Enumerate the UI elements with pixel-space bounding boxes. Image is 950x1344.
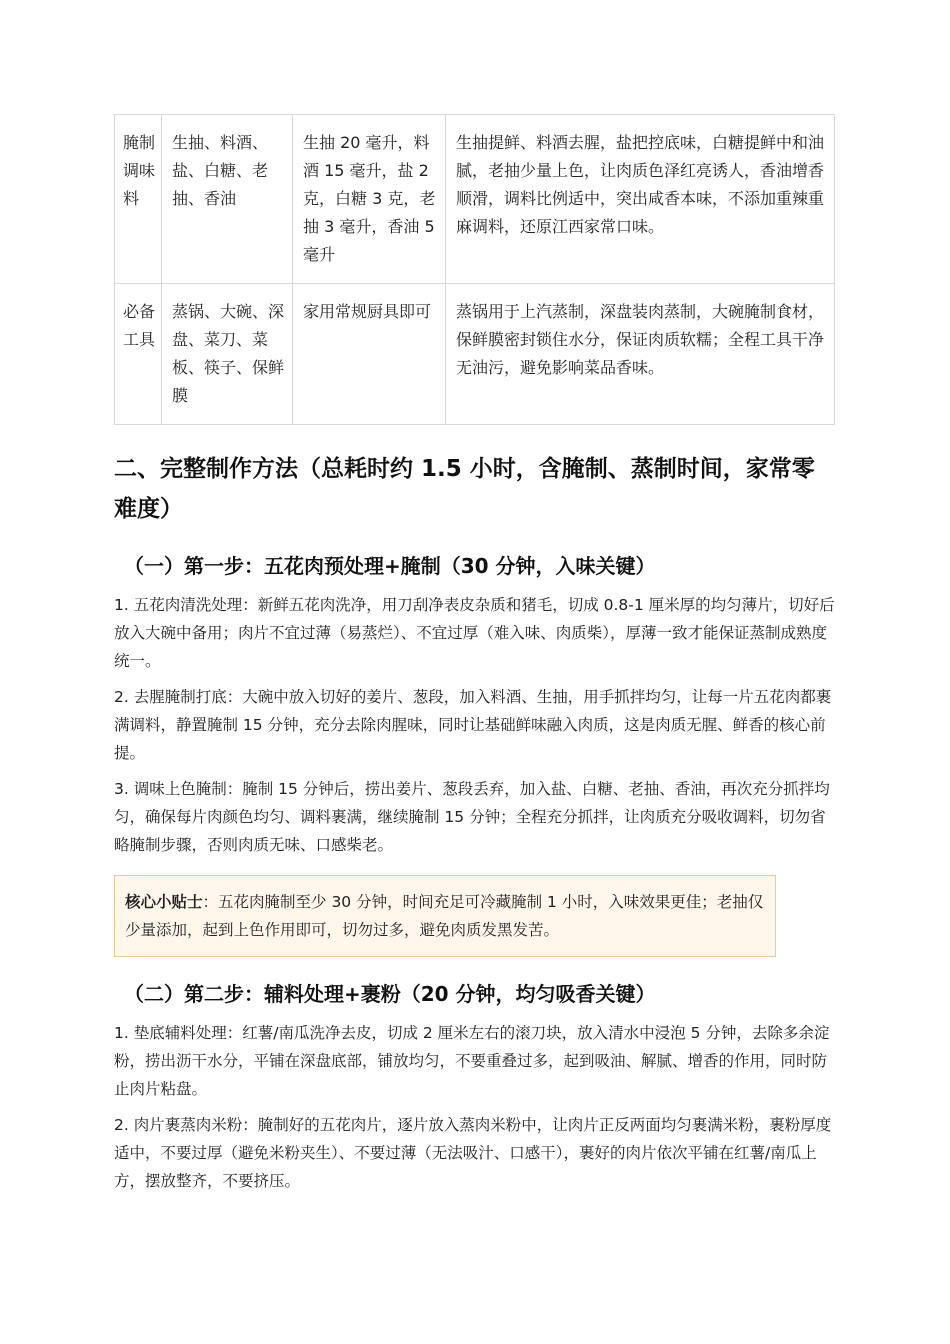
step1-item-2: 2. 去腥腌制打底：大碗中放入切好的姜片、葱段，加入料酒、生抽，用手抓拌均匀，让每一片五花肉都裹满调料，静置腌制 15 分钟，充分去除肉腥味，同时让基础鲜味融入肉质，这是肉质无腥、鲜香的核心前提。 bbox=[114, 688, 832, 762]
step2-heading: （二）第二步：辅料处理+裹粉（20 分钟，均匀吸香关键） bbox=[124, 982, 656, 1006]
row-name: 腌制调味料 bbox=[115, 115, 162, 284]
row-items: 蒸锅、大碗、深盘、菜刀、菜板、筷子、保鲜膜 bbox=[162, 284, 293, 425]
row-name: 必备工具 bbox=[115, 284, 162, 425]
tip-box bbox=[114, 875, 776, 957]
section-heading: 二、完整制作方法（总耗时约 1.5 小时，含腌制、蒸制时间，家常零难度） bbox=[114, 456, 815, 522]
step2-item-1: 1. 垫底辅料处理：红薯/南瓜洗净去皮，切成 2 厘米左右的滚刀块，放入清水中浸泡 5 分钟，去除多余淀粉，捞出沥干水分，平铺在深盘底部，铺放均匀，不要重叠过多，起到吸油、解腻、增香的作用，同时防止肉片粘盘。 bbox=[114, 1024, 830, 1098]
step1-heading: （一）第一步：五花肉预处理+腌制（30 分钟，入味关键） bbox=[124, 554, 656, 578]
step2-item-2: 2. 肉片裹蒸肉米粉：腌制好的五花肉片，逐片放入蒸肉米粉中，让肉片正反两面均匀裹满米粉，裹粉厚度适中，不要过厚（避免米粉夹生）、不要过薄（无法吸汁、口感干），裹好的肉片依次平铺在红薯/南瓜上方，摆放整齐，不要挤压。 bbox=[114, 1116, 832, 1190]
row-note: 蒸锅用于上汽蒸制，深盘装肉蒸制，大碗腌制食材，保鲜膜密封锁住水分，保证肉质软糯；全程工具干净无油污，避免影响菜品香味。 bbox=[446, 284, 835, 425]
ingredients-table bbox=[114, 114, 835, 425]
row-amount: 家用常规厨具即可 bbox=[293, 284, 446, 425]
row-note: 生抽提鲜、料酒去腥，盐把控底味，白糖提鲜中和油腻，老抽少量上色，让肉质色泽红亮诱人，香油增香顺滑，调料比例适中，突出咸香本味，不添加重辣重麻调料，还原江西家常口味。 bbox=[446, 115, 835, 284]
table-row bbox=[115, 284, 835, 425]
step1-item-3: 3. 调味上色腌制：腌制 15 分钟后，捞出姜片、葱段丢弃，加入盐、白糖、老抽、香油，再次充分抓拌均匀，确保每片肉颜色均匀、调料裹满，继续腌制 15 分钟；全程充分抓拌，让肉质充分吸收调料，切勿省略腌制步骤，否则肉质无味、口感柴老。 bbox=[114, 780, 830, 854]
row-amount: 生抽 20 毫升，料酒 15 毫升，盐 2 克，白糖 3 克，老抽 3 毫升，香油 5 毫升 bbox=[293, 115, 446, 284]
table-row bbox=[115, 115, 835, 284]
tip-text: ：五花肉腌制至少 30 分钟，时间充足可冷藏腌制 1 小时，入味效果更佳；老抽仅少量添加，起到上色作用即可，切勿过多，避免肉质发黑发苦。 bbox=[125, 893, 764, 939]
step1-item-1: 1. 五花肉清洗处理：新鲜五花肉洗净，用刀刮净表皮杂质和猪毛，切成 0.8-1 厘米厚的均匀薄片，切好后放入大碗中备用；肉片不宜过薄（易蒸烂）、不宜过厚（难入味、肉质柴），厚薄一致才能保证蒸制成熟度统一。 bbox=[114, 596, 835, 670]
tip-label: 核心小贴士 bbox=[125, 893, 203, 911]
row-items: 生抽、料酒、盐、白糖、老抽、香油 bbox=[162, 115, 293, 284]
document-page bbox=[114, 114, 836, 1203]
